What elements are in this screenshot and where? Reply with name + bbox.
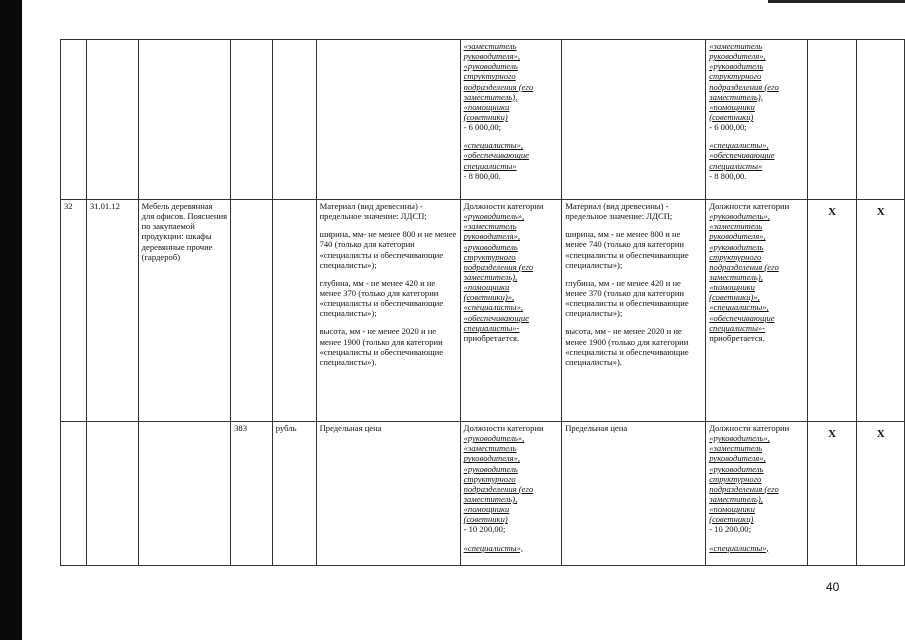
scan-dark-edge — [0, 0, 22, 640]
table-row-continued — [61, 40, 905, 200]
characteristics-cell: Предельная цена — [316, 422, 460, 566]
okpd-code: 31.01.12 — [86, 200, 138, 422]
top-rule — [768, 0, 905, 3]
row-number: 32 — [61, 200, 87, 422]
req-cell: Должности категории «руководитель», «заместитель руководителя», «руководитель структурного подразделения (его заместитель), «помощники (советники) - 10 200,00; «специалисты», — [460, 422, 562, 566]
okei-code: 383 — [231, 422, 273, 566]
table-row-price — [61, 422, 905, 566]
function-mark: X — [857, 200, 905, 422]
other-req-cell: Должности категории «руководитель», «заместитель руководителя», «руководитель структурного подразделения (его заместитель), «помощники (советники) - 10 200,00; «специалисты», — [706, 422, 808, 566]
justification-mark: X — [807, 422, 857, 566]
page-number: 40 — [826, 580, 840, 594]
table-row-32 — [61, 200, 905, 422]
req-cell: «заместитель руководителя», «руководитель структурного подразделения (его заместитель), «помощники (советники) - 6 000,00; «специалисты», «обеспечивающие специалисты» - 8 800,00. — [460, 40, 562, 200]
other-characteristics-cell: Предельная цена — [562, 422, 706, 566]
other-characteristics-cell: Материал (вид древесины) - предельное значение: ЛДСП; ширина, мм - не менее 800 и не менее 740 (только для категории «специалисты и обеспечивающие специалисты»); глубина, мм - не менее 420 и не менее 370 (только для категории «специалисты и обеспечивающие специалисты»); высота, мм - не менее 2020 и не менее 1900 (только для категории «специалисты и обеспечивающие специалисты»). — [562, 200, 706, 422]
req-cell: Должности категории «руководитель», «заместитель руководителя», «руководитель структурного подразделения (его заместитель), «помощники (советники)», «специалисты», «обеспечивающие специалисты»- приобретается. — [460, 200, 562, 422]
function-mark: X — [857, 422, 905, 566]
requirements-table — [60, 39, 905, 566]
other-req-cell: Должности категории «руководитель», «заместитель руководителя», «руководитель структурного подразделения (его заместитель), «помощники (советники)», «специалисты», «обеспечивающие специалисты»- приобретается. — [706, 200, 808, 422]
characteristics-cell: Материал (вид древесины) - предельное значение: ЛДСП; ширина, мм- не менее 800 и не менее 740 (только для категории «специалисты и обеспечивающие специалисты»); глубина, мм - не менее 420 и не менее 370 (только для категории «специалисты и обеспечивающие специалисты»); высота, мм - не менее 2020 и не менее 1900 (только для категории «специалисты и обеспечивающие специалисты»). — [316, 200, 460, 422]
unit-name: рубль — [272, 422, 316, 566]
other-req-cell: «заместитель руководителя», «руководитель структурного подразделения (его заместитель), «помощники (советники) - 6 000,00; «специалисты», «обеспечивающие специалисты» - 8 800,00. — [706, 40, 808, 200]
product-name: Мебель деревянная для офисов. Пояснения по закупаемой продукции: шкафы деревянные прочие (гардероб) — [138, 200, 230, 422]
justification-mark: X — [807, 200, 857, 422]
